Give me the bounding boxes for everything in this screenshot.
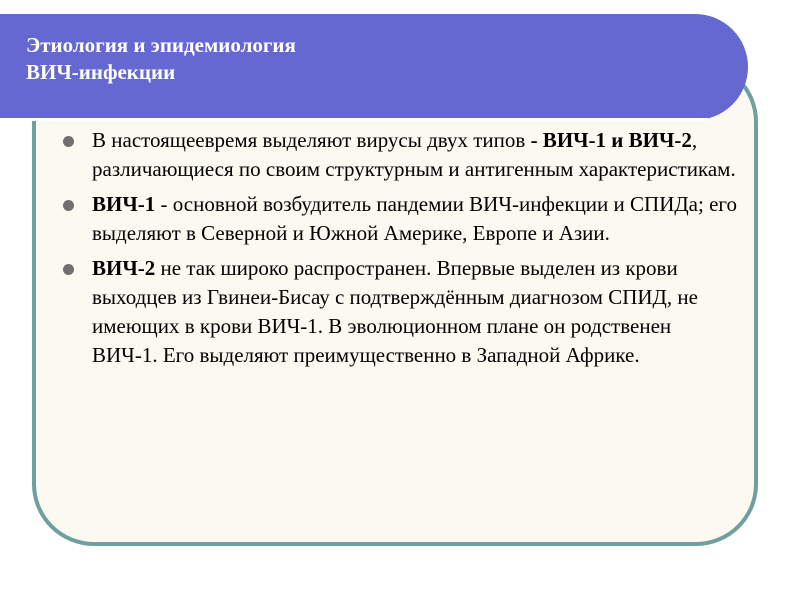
title-bar xyxy=(0,14,748,120)
slide-title-line-1: Этиология и эпидемиология xyxy=(26,33,296,57)
bullet-text-part: В настоящеевремя выделяют вирусы двух типов xyxy=(92,128,531,152)
bullet-item-hiv-1 xyxy=(62,190,738,248)
bullet-text-part-bold: ВИЧ-1 xyxy=(92,192,156,216)
title-underline xyxy=(0,118,708,121)
bullet-dot-icon xyxy=(63,136,74,147)
bullet-list xyxy=(62,126,738,376)
bullet-text-part: , различающиеся по своим структурным и антигенным характеристикам. xyxy=(92,128,736,181)
bullet-item-hiv-2 xyxy=(62,254,738,370)
slide-title xyxy=(26,32,296,86)
slide-title-line-2: ВИЧ-инфекции xyxy=(26,60,176,84)
bullet-dot-icon xyxy=(63,264,74,275)
bullet-text-part-bold: ВИЧ-2 xyxy=(92,256,156,280)
bullet-dot-icon xyxy=(63,200,74,211)
bullet-item-hiv-types xyxy=(62,126,738,184)
bullet-text-part-bold: - ВИЧ-1 и ВИЧ-2 xyxy=(530,128,692,152)
bullet-text-part: не так широко распространен. Впервые выделен из крови выходцев из Гвинеи-Бисау с подтверждённым диагнозом СПИД, не имеющих в крови ВИЧ-1. В эволюционном плане он родственен ВИЧ-1. Его выделяют преимущественно в Западной Африке. xyxy=(92,256,698,367)
bullet-text-part: - основной возбудитель пандемии ВИЧ-инфекции и СПИДа; его выделяют в Северной и Южной Америке, Европе и Азии. xyxy=(92,192,737,245)
